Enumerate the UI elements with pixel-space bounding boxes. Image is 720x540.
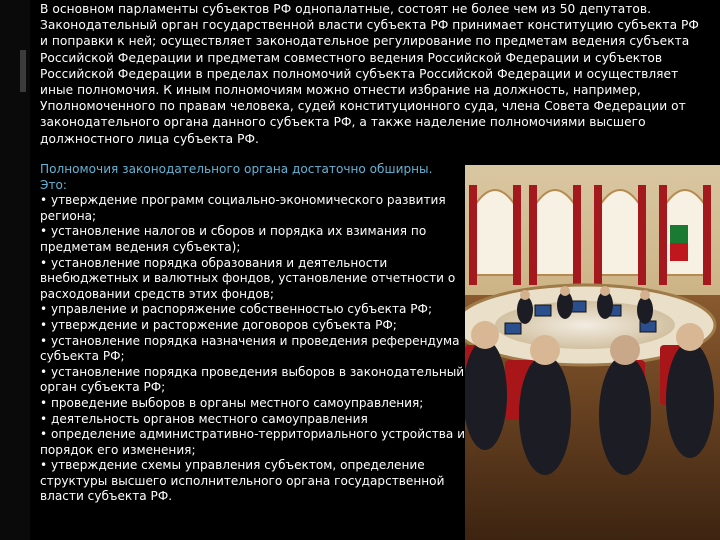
decorative-accent-bar (20, 50, 26, 92)
list-item: • утверждение и расторжение договоров субъекта РФ; (40, 317, 397, 332)
list-item: • проведение выборов в органы местного самоуправления; (40, 395, 424, 410)
list-heading: Полномочия законодательного органа достаточно обширны. (40, 162, 433, 176)
meeting-hall-illustration (465, 165, 720, 540)
list-item: • установление налогов и сборов и порядка их взимания по предметам ведения субъекта); (40, 224, 427, 254)
list-item: • установление порядка проведения выборов в законодательный орган субъекта РФ; (40, 364, 465, 395)
list-item: • управление и распоряжение собственностью субъекта РФ; (40, 302, 433, 317)
list-item: • установление порядка образования и деятельности внебюджетных и валютных фондов, установление отчетности о расходовании средств этих фондов; (40, 255, 456, 301)
list-item: • определение административно-территориального устройства и порядок его изменения; (40, 427, 466, 457)
meeting-hall-photo (465, 165, 720, 540)
list-item: • установление порядка назначения и проведения референдума субъекта РФ; (40, 333, 460, 364)
list-heading-continuation: Это: (40, 177, 67, 192)
list-item: • утверждение схемы управления субъектом, определение структуры высшего исполнительного органа государственной власти субъекта РФ. (40, 458, 445, 504)
list-item: • утверждение программ социально-экономического развития региона; (40, 193, 446, 223)
powers-list-panel (40, 162, 470, 505)
list-item: • деятельность органов местного самоуправления (40, 411, 368, 426)
intro-paragraph (40, 1, 708, 147)
intro-text: В основном парламенты субъектов РФ однопалатные, состоят не более чем из 50 депутатов. Законодательный орган государственной власти субъекта РФ принимает конституцию субъекта РФ и поправки к ней; осуществляет законодательное регулирование по предметам ведения субъекта Российской Федерации и предметам совместного ведения Российской Федерации и субъектов Российской Федерации в пределах полномочий субъекта Российской Федерации и осуществляет иные полномочия. К иным полномочиям можно отнести избрание на должность, например, Уполномоченного по правам человека, судей конституционного суда, члена Совета Федерации от законодательного органа данного субъекта РФ, а также наделение полномочиями высшего должностного лица субъекта РФ. (40, 2, 699, 146)
